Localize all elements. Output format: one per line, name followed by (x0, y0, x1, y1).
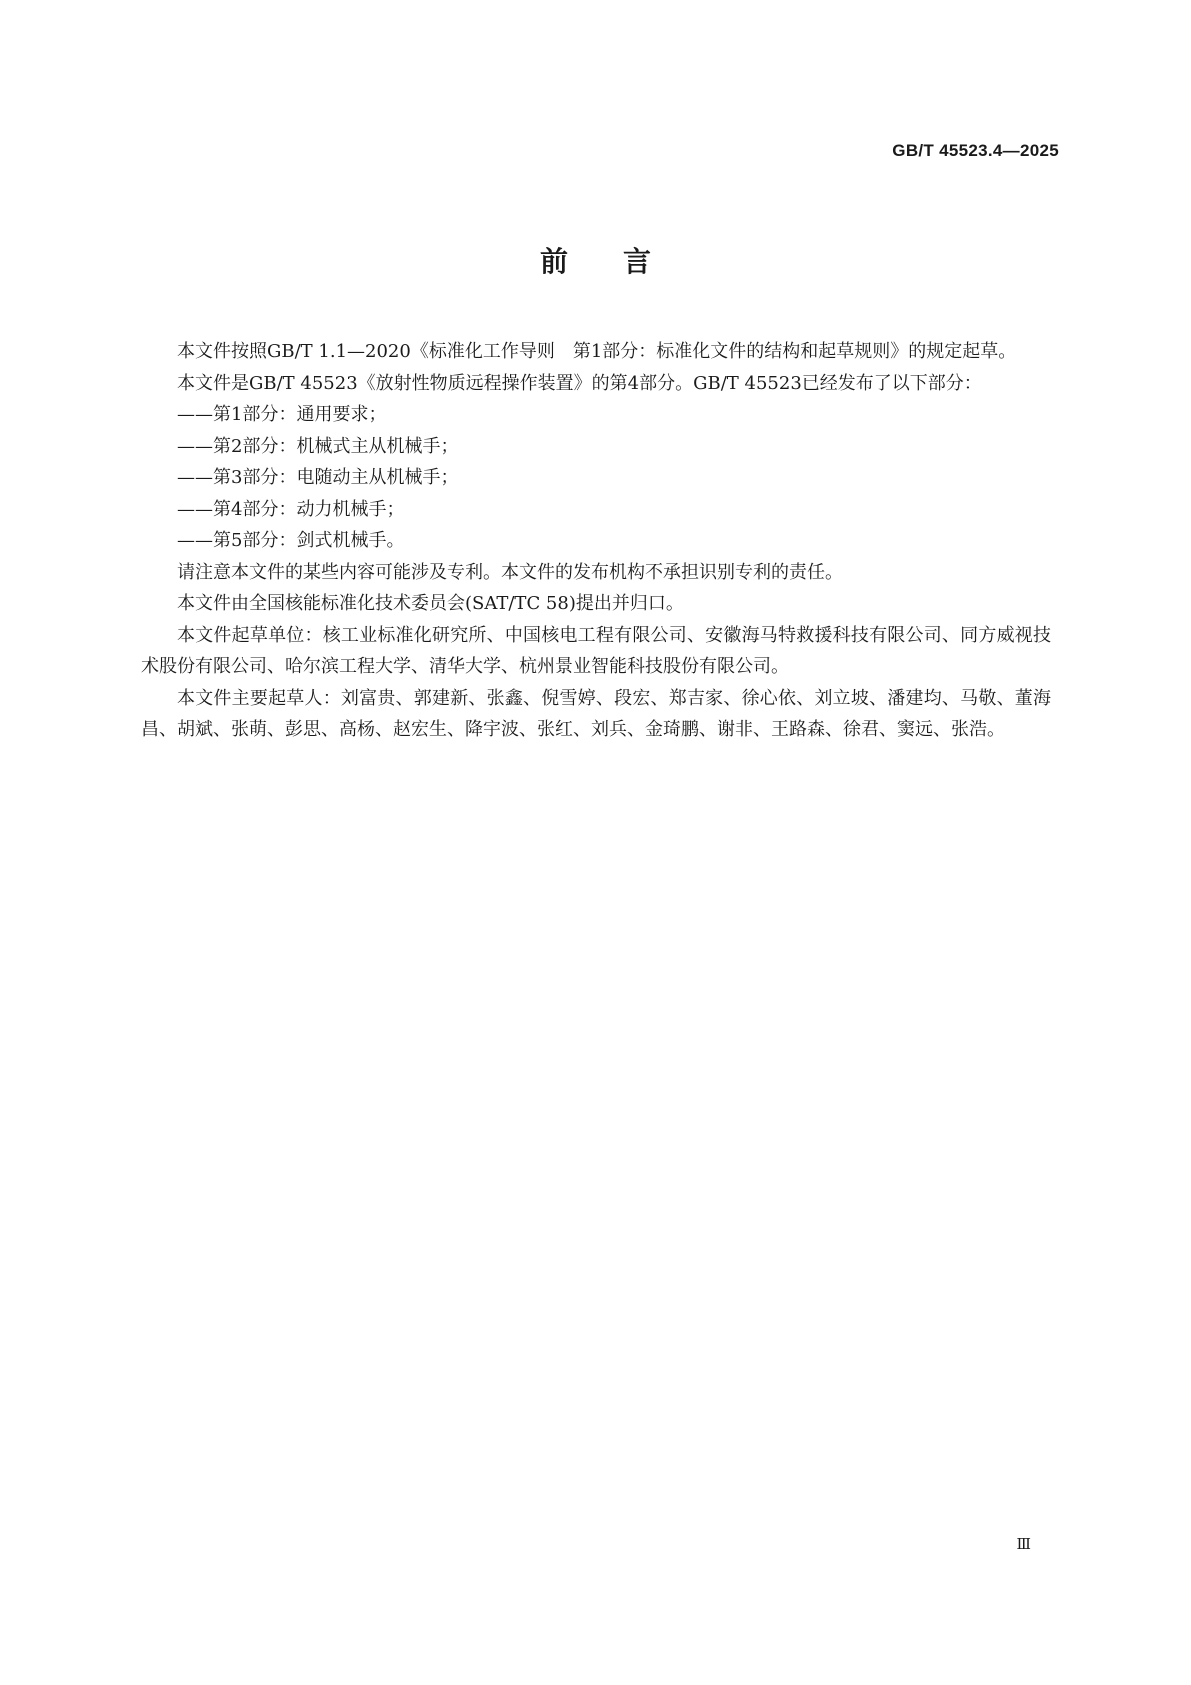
paragraph-proposer: 本文件由全国核能标准化技术委员会(SAT/TC 58)提出并归口。 (177, 593, 684, 614)
paragraph-series-intro: 本文件是GB/T 45523《放射性物质远程操作装置》的第4部分。GB/T 45523已经发布了以下部分： (177, 372, 982, 394)
paragraph-drafting-units: 本文件起草单位：核工业标准化研究所、中国核电工程有限公司、安徽海马特救援科技有限公司、同方威视技术股份有限公司、哈尔滨工程大学、清华大学、杭州景业智能科技股份有限公司。 (141, 624, 1051, 677)
list-item-part-3: ——第3部分：电随动主从机械手； (177, 467, 459, 488)
list-item-part-5: ——第5部分：剑式机械手。 (177, 530, 405, 551)
page-title: 前言 (539, 245, 706, 278)
list-item-part-4: ——第4部分：动力机械手； (177, 498, 405, 520)
list-item-part-1: ——第1部分：通用要求； (177, 404, 387, 425)
paragraph-patent-notice: 请注意本文件的某些内容可能涉及专利。本文件的发布机构不承担识别专利的责任。 (177, 561, 843, 583)
list-item-part-2: ——第2部分：机械式主从机械手； (177, 435, 459, 457)
paragraph-drafting-rules: 本文件按照GB/T 1.1—2020《标准化工作导则 第1部分：标准化文件的结构和起草规则》的规定起草。 (177, 341, 1017, 362)
document-id: GB/T 45523.4—2025 (892, 141, 1059, 160)
foreword-body (141, 336, 1051, 746)
page-number: Ⅲ (1016, 1535, 1031, 1553)
paragraph-drafters: 本文件主要起草人：刘富贵、郭建新、张鑫、倪雪婷、段宏、郑吉家、徐心依、刘立坡、潘建均、马敬、董海昌、胡斌、张萌、彭思、高杨、赵宏生、降宇波、张红、刘兵、金琦鹏、谢非、王路森、徐君、窦远、张浩。 (141, 687, 1051, 740)
